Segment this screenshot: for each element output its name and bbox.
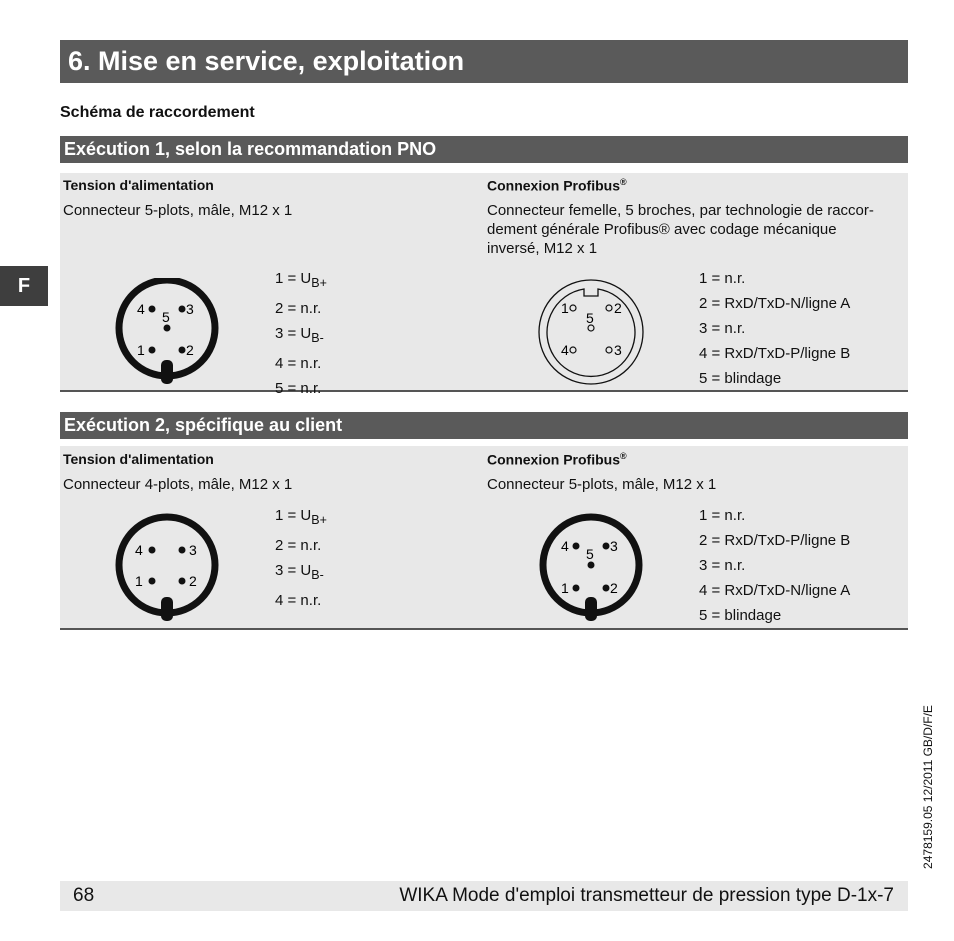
exec1-left-title: Tension d'alimentation [63, 177, 214, 193]
pin-assignment-4: 4 = n.r. [275, 355, 322, 372]
pin-label-5: 5 [586, 310, 594, 326]
exec2-right-title: Connexion Profibus® [487, 451, 627, 468]
pin-label-1: 1 [561, 300, 569, 316]
pin-assignment-4: 4 = RxD/TxD-N/ligne A [699, 582, 851, 599]
pin-label-1: 1 [135, 573, 143, 589]
pin-label-4: 4 [135, 542, 143, 558]
document-code: 2478159.05 12/2011 GB/D/F/E [921, 705, 935, 869]
execution-1-header: Exécution 1, selon la recommandation PNO [60, 136, 908, 163]
footer-title: WIKA Mode d'emploi transmetteur de pression type D-1x-7 [399, 885, 894, 906]
exec2-right-pin-list [699, 503, 850, 628]
exec2-left-description: Connecteur 4-plots, mâle, M12 x 1 [63, 476, 293, 493]
pin-label-4: 4 [137, 301, 145, 317]
pin-assignment-2: 2 = n.r. [275, 300, 322, 317]
pin-assignment-3: $3 = U_{B-}$ [275, 325, 324, 345]
exec1-right-title: Connexion Profibus® [487, 177, 627, 194]
pin-assignment-1: $1 = U_{B+}$ [275, 507, 327, 527]
pin-label-5: 5 [162, 309, 170, 325]
exec1-right-pin-list [699, 266, 850, 391]
pin-label-4: 4 [561, 342, 569, 358]
pin-label-3: 3 [189, 542, 197, 558]
pin-label-3: 3 [614, 342, 622, 358]
pin-assignment-5: 5 = n.r. [275, 380, 322, 397]
pin-label-2: 2 [186, 342, 194, 358]
pin-label-3: 3 [610, 538, 618, 554]
pin-label-2: 2 [189, 573, 197, 589]
exec2-left-pin-list [275, 503, 327, 613]
male-5pin-connector-diagram-profibus [534, 512, 650, 624]
section-title: 6. Mise en service, exploitation [60, 40, 908, 83]
male-4pin-connector-diagram [110, 512, 226, 624]
page-number: 68 [73, 885, 95, 906]
pin-assignment-3: 3 = n.r. [699, 557, 746, 574]
pin-assignment-1: $1 = U_{B+}$ [275, 270, 327, 290]
pin-label-1: 1 [137, 342, 145, 358]
exec1-left-pin-list [275, 266, 327, 401]
female-5pin-connector-diagram [535, 276, 647, 388]
pin-label-4: 4 [561, 538, 569, 554]
pin-assignment-1: 1 = n.r. [699, 270, 746, 287]
pin-assignment-2: 2 = RxD/TxD-P/ligne B [699, 532, 851, 549]
exec2-right-description: Connecteur 5-plots, mâle, M12 x 1 [487, 476, 717, 493]
pin-assignment-3: 3 = n.r. [699, 320, 746, 337]
pin-label-2: 2 [610, 580, 618, 596]
exec1-right-description: Connecteur femelle, 5 broches, par technologie de raccor- dement générale Profibus® avec codage mécanique inversé, M12 x 1 [487, 202, 874, 257]
pin-assignment-5: 5 = blindage [699, 607, 782, 624]
exec1-left-description: Connecteur 5-plots, mâle, M12 x 1 [63, 202, 293, 219]
pin-label-2: 2 [614, 300, 622, 316]
pin-assignment-5: 5 = blindage [699, 370, 782, 387]
pin-assignment-4: 4 = RxD/TxD-P/ligne B [699, 345, 851, 362]
pin-assignment-3: $3 = U_{B-}$ [275, 562, 324, 582]
execution-2-header: Exécution 2, spécifique au client [60, 412, 908, 439]
pin-assignment-2: 2 = RxD/TxD-N/ligne A [699, 295, 851, 312]
pin-label-3: 3 [186, 301, 194, 317]
language-tab: F [0, 266, 48, 306]
male-5pin-connector-diagram [110, 278, 226, 386]
exec2-left-title: Tension d'alimentation [63, 451, 214, 467]
pin-assignment-4: 4 = n.r. [275, 592, 322, 609]
pin-assignment-2: 2 = n.r. [275, 537, 322, 554]
pin-label-1: 1 [561, 580, 569, 596]
pin-label-5: 5 [586, 546, 594, 562]
subheading: Schéma de raccordement [60, 104, 255, 121]
pin-assignment-1: 1 = n.r. [699, 507, 746, 524]
